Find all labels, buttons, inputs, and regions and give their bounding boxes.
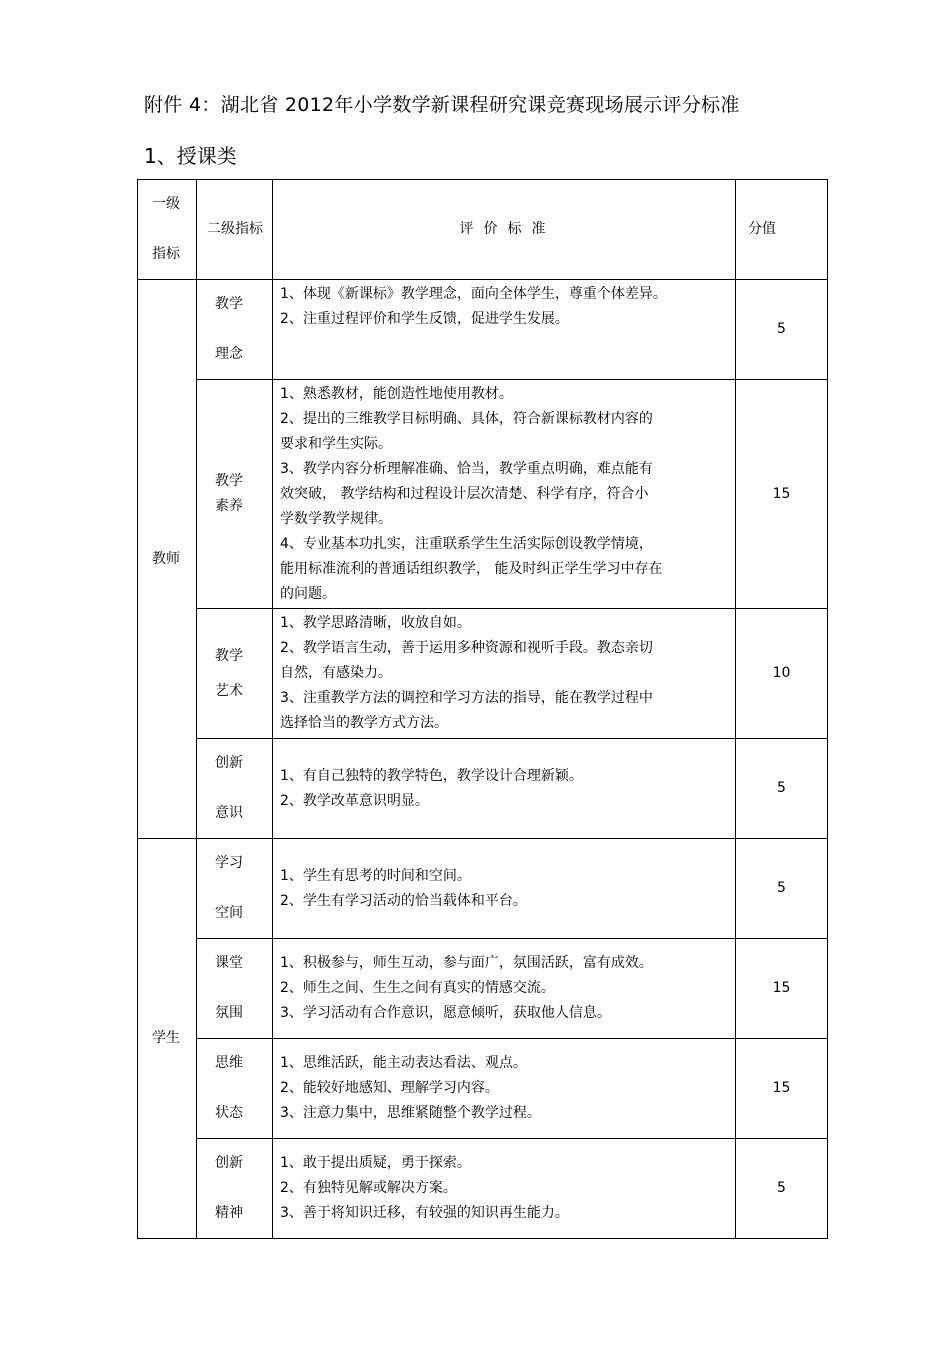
criteria-line: 1、思维活跃，能主动表达看法、观点。 bbox=[280, 1055, 527, 1071]
document-title: 附件 4：湖北省 2012年小学数学新课程研究课竞赛现场展示评分标准 bbox=[144, 94, 740, 116]
score-cell: 5 bbox=[736, 739, 828, 839]
criteria-cell bbox=[273, 280, 736, 380]
sub-indicator-line1: 课堂 bbox=[215, 955, 243, 971]
criteria-line: 2、学生有学习活动的恰当载体和平台。 bbox=[280, 892, 527, 909]
criteria-line: 4、专业基本功扎实，注重联系学生生活实际创设教学情境， bbox=[280, 536, 653, 552]
header-score: 分值 bbox=[736, 180, 828, 280]
sub-indicator-line2: 素养 bbox=[215, 498, 243, 514]
criteria-cell bbox=[273, 939, 736, 1039]
header-criteria: 评价标准 bbox=[273, 180, 736, 280]
criteria-line: 3、注意力集中，思维紧随整个教学过程。 bbox=[280, 1105, 541, 1121]
criteria-cell bbox=[273, 380, 736, 609]
criteria-cell bbox=[273, 609, 736, 739]
score-cell: 15 bbox=[736, 1039, 828, 1139]
sub-indicator-line1: 教学 bbox=[215, 296, 243, 312]
criteria-line: 2、提出的三维教学目标明确、具体，符合新课标教材内容的 bbox=[280, 411, 653, 427]
score-cell: 5 bbox=[736, 280, 828, 380]
criteria-line: 1、积极参与，师生互动，参与面广，氛围活跃，富有成效。 bbox=[280, 955, 653, 971]
table-row bbox=[138, 1039, 828, 1139]
header-level1 bbox=[138, 180, 197, 280]
sub-indicator-line1: 教学 bbox=[215, 647, 243, 664]
criteria-line: 2、教学语言生动，善于运用多种资源和视听手段。教态亲切 bbox=[280, 640, 653, 656]
criteria-line: 选择恰当的教学方式方法。 bbox=[280, 715, 448, 731]
criteria-cell bbox=[273, 839, 736, 939]
criteria-line: 1、熟悉教材，能创造性地使用教材。 bbox=[280, 386, 513, 402]
criteria-line: 2、有独特见解或解决方案。 bbox=[280, 1180, 457, 1196]
section-heading: 1、授课类 bbox=[144, 144, 237, 168]
criteria-line: 2、师生之间、生生之间有真实的情感交流。 bbox=[280, 980, 555, 996]
header-level1-line2: 指标 bbox=[152, 246, 180, 262]
criteria-cell bbox=[273, 739, 736, 839]
sub-indicator bbox=[197, 609, 273, 739]
sub-indicator bbox=[197, 1139, 273, 1239]
table-row bbox=[138, 380, 828, 609]
header-level1-line1: 一级 bbox=[152, 196, 180, 212]
criteria-line: 2、能较好地感知、理解学习内容。 bbox=[280, 1080, 499, 1096]
criteria-line: 1、有自己独特的教学特色，教学设计合理新颖。 bbox=[280, 767, 583, 784]
criteria-line: 效突破， 教学结构和过程设计层次清楚、科学有序，符合小 bbox=[280, 486, 649, 502]
sub-indicator bbox=[197, 739, 273, 839]
criteria-line: 学数学教学规律。 bbox=[280, 511, 392, 527]
sub-indicator-line2: 理念 bbox=[215, 346, 243, 362]
criteria-cell bbox=[273, 1139, 736, 1239]
scoring-table bbox=[137, 179, 828, 1239]
table-row bbox=[138, 939, 828, 1039]
criteria-cell bbox=[273, 1039, 736, 1139]
table-row bbox=[138, 839, 828, 939]
group-name: 学生 bbox=[138, 839, 197, 1239]
sub-indicator-line2: 意识 bbox=[215, 805, 243, 821]
table-row bbox=[138, 609, 828, 739]
group-name: 教师 bbox=[138, 280, 197, 839]
criteria-line: 要求和学生实际。 bbox=[280, 436, 392, 452]
sub-indicator bbox=[197, 280, 273, 380]
criteria-line: 能用标准流利的普通话组织教学， 能及时纠正学生学习中存在 bbox=[280, 561, 663, 577]
criteria-line: 1、学生有思考的时间和空间。 bbox=[280, 867, 471, 884]
sub-indicator-line2: 精神 bbox=[215, 1205, 243, 1221]
sub-indicator-line2: 空间 bbox=[215, 905, 243, 921]
criteria-line: 3、学习活动有合作意识，愿意倾听，获取他人信息。 bbox=[280, 1005, 611, 1021]
criteria-line: 2、注重过程评价和学生反馈，促进学生发展。 bbox=[280, 311, 569, 327]
table-row bbox=[138, 1139, 828, 1239]
criteria-line: 的问题。 bbox=[280, 586, 336, 602]
sub-indicator bbox=[197, 1039, 273, 1139]
sub-indicator-line2: 氛围 bbox=[215, 1005, 243, 1021]
sub-indicator-line1: 学习 bbox=[215, 855, 243, 871]
sub-indicator-line1: 创新 bbox=[215, 755, 243, 771]
score-cell: 15 bbox=[736, 380, 828, 609]
sub-indicator-line1: 教学 bbox=[215, 473, 243, 489]
criteria-line: 自然，有感染力。 bbox=[280, 665, 392, 681]
table-row bbox=[138, 280, 828, 380]
sub-indicator bbox=[197, 839, 273, 939]
header-level2: 二级指标 bbox=[197, 180, 273, 280]
table-header-row bbox=[138, 180, 828, 280]
sub-indicator-line2: 艺术 bbox=[215, 682, 243, 699]
criteria-line: 1、敢于提出质疑，勇于探索。 bbox=[280, 1155, 471, 1171]
criteria-line: 3、善于将知识迁移，有较强的知识再生能力。 bbox=[280, 1205, 569, 1221]
criteria-line: 1、教学思路清晰，收放自如。 bbox=[280, 615, 471, 631]
sub-indicator bbox=[197, 939, 273, 1039]
score-cell: 5 bbox=[736, 1139, 828, 1239]
sub-indicator-line1: 创新 bbox=[215, 1155, 243, 1171]
table-row bbox=[138, 739, 828, 839]
criteria-line: 3、教学内容分析理解准确、恰当，教学重点明确，难点能有 bbox=[280, 461, 653, 477]
criteria-line: 1、体现《新课标》教学理念，面向全体学生，尊重个体差异。 bbox=[280, 286, 667, 302]
sub-indicator bbox=[197, 380, 273, 609]
score-cell: 15 bbox=[736, 939, 828, 1039]
criteria-line: 3、注重教学方法的调控和学习方法的指导，能在教学过程中 bbox=[280, 690, 653, 706]
sub-indicator-line1: 思维 bbox=[215, 1055, 243, 1071]
score-cell: 10 bbox=[736, 609, 828, 739]
sub-indicator-line2: 状态 bbox=[215, 1105, 243, 1121]
score-cell: 5 bbox=[736, 839, 828, 939]
criteria-line: 2、教学改革意识明显。 bbox=[280, 792, 429, 809]
